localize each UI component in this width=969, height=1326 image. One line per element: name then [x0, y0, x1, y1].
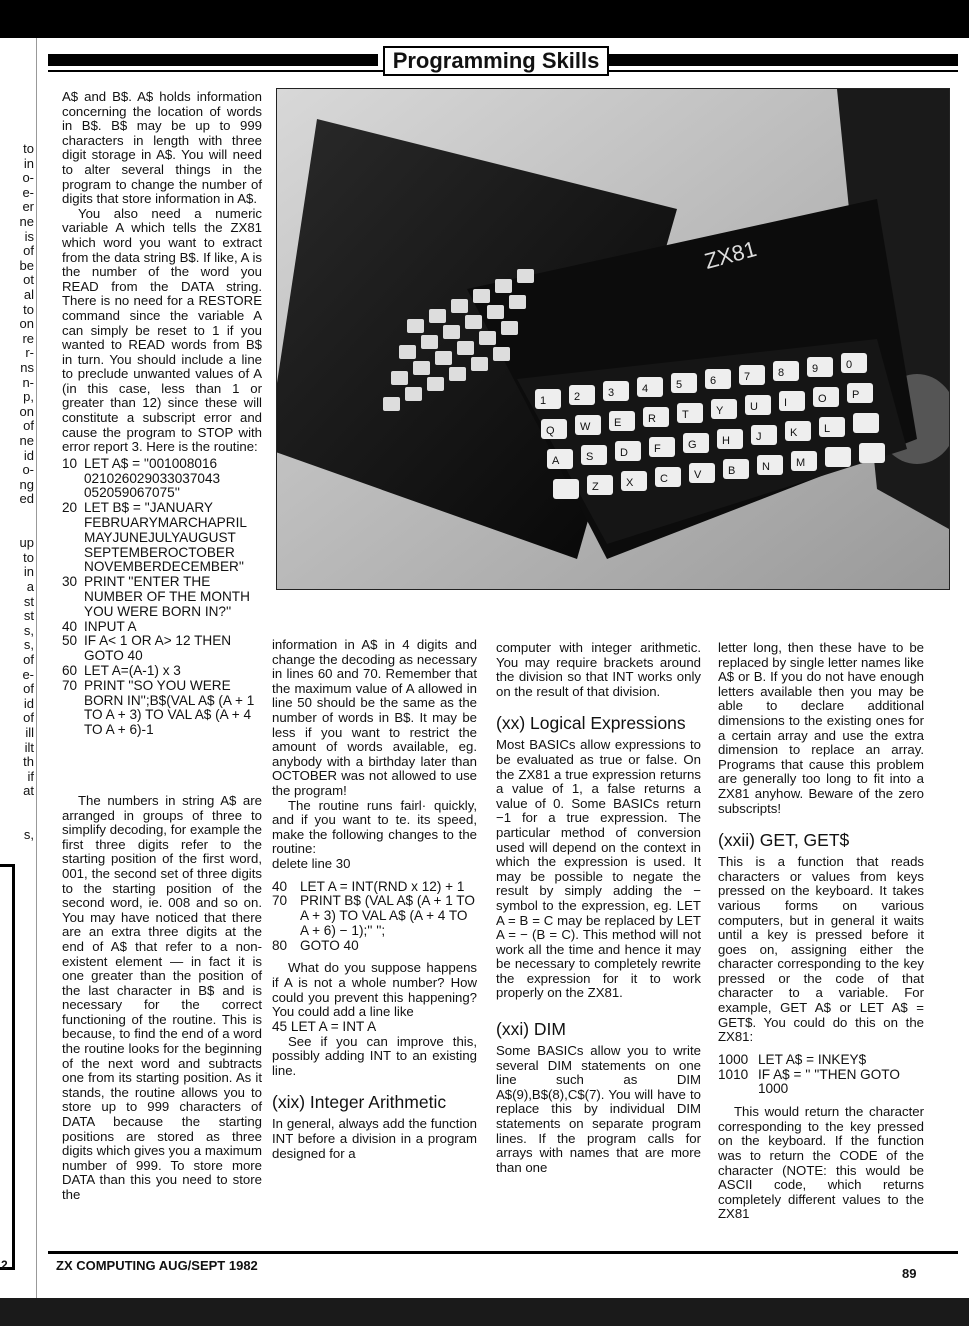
line-number: 40	[62, 618, 78, 634]
key-label: K	[790, 427, 798, 439]
key	[465, 315, 482, 329]
key	[443, 325, 460, 339]
text-fragment: a	[26, 579, 34, 594]
text-fragment: in	[23, 155, 34, 171]
key	[471, 357, 488, 371]
code-line	[718, 1053, 924, 1068]
key	[711, 399, 737, 419]
key-label: 0	[846, 359, 853, 371]
code-line: 45 LET A = INT A	[272, 1018, 377, 1034]
key-label: I	[784, 397, 788, 409]
key	[421, 335, 438, 349]
key	[745, 395, 771, 415]
text-fragment: er	[22, 199, 34, 215]
code-line	[62, 457, 262, 501]
zx81-computers-illustration	[277, 89, 949, 589]
key	[819, 417, 845, 437]
key-label: X	[626, 477, 634, 489]
key	[751, 425, 777, 445]
text-fragment: ne	[19, 433, 34, 448]
key-label: 5	[676, 379, 683, 391]
text-fragment: of	[23, 710, 34, 726]
paragraph: information in A$ in 4 digits and change the decoding as necessary in lines 60 and 70. Remember that the maximum value of A allowed in line 50 should be the same as the number of words in B$. It may be less if you want to restrict the amount of words available, eg. anybody with a birthday later than OCTOBER was not allowed to use the program!	[272, 637, 477, 798]
text-fragment: r-	[25, 345, 34, 361]
key	[853, 413, 879, 433]
key-label: Z	[592, 481, 599, 493]
key	[493, 347, 510, 361]
key	[621, 471, 647, 491]
key-label: D	[620, 447, 628, 459]
key-label: H	[722, 435, 730, 447]
footer-rule	[48, 1251, 958, 1254]
section-heading: (xx) Logical Expressions	[496, 713, 686, 734]
key	[553, 479, 579, 499]
key	[847, 383, 873, 403]
paragraph: The routine runs fairl· quickly, and if you want to te. its speed, make the following changes to the routine:	[272, 797, 477, 857]
key	[449, 367, 466, 381]
key-label: Q	[546, 425, 555, 437]
line-number: 60	[62, 663, 78, 678]
section-header	[48, 46, 958, 76]
code-line	[272, 894, 477, 938]
paragraph: This would return the character corresponding to the key pressed on the keyboard. If the function was to return the CODE of the character (NOTE: this would be ASCII code, which returns completely different values to the ZX81	[718, 1104, 924, 1222]
column-4	[718, 641, 924, 1222]
key-label: C	[660, 473, 668, 485]
text-fragment: up	[19, 535, 34, 551]
text-fragment: to	[23, 141, 34, 156]
text-fragment: on	[19, 316, 34, 332]
key	[405, 387, 422, 401]
text-fragment: of	[23, 652, 34, 667]
text-fragment: e-	[22, 666, 34, 682]
key	[779, 391, 805, 411]
line-text: GOTO 40	[300, 937, 359, 953]
key-label: V	[694, 469, 702, 481]
sidebar-box	[0, 864, 15, 1270]
magazine-footer: ZX COMPUTING AUG/SEPT 1982	[56, 1258, 258, 1273]
code-line	[62, 679, 262, 738]
section-heading: (xxi) DIM	[496, 1019, 566, 1040]
key	[547, 449, 573, 469]
text-fragment: id	[23, 695, 34, 711]
text-fragment: in	[23, 564, 34, 580]
zx81-label: ZX81	[701, 236, 760, 274]
key	[739, 365, 765, 385]
key	[509, 295, 526, 309]
text-fragment: ns	[20, 360, 34, 375]
key	[757, 455, 783, 475]
key	[603, 381, 629, 401]
key-label: S	[586, 451, 594, 463]
text-fragment: ng	[19, 476, 34, 492]
key	[451, 299, 468, 313]
text-fragment: p,	[23, 389, 34, 405]
text-fragment: of	[23, 418, 34, 434]
text-fragment: to	[23, 301, 34, 317]
line-text: LET B$ = ''JANUARY FEBRUARYMARCHAPRIL MAYJUNEJULYAUGUST SEPTEMBEROCTOBER NOVEMBERDECEMBER''	[84, 500, 247, 575]
key-label: O	[818, 393, 827, 405]
key	[535, 389, 561, 409]
text-fragment: s,	[23, 622, 34, 638]
section-heading: (xix) Integer Arithmetic	[272, 1092, 447, 1113]
key	[413, 361, 430, 375]
code-line	[62, 501, 262, 575]
code-line	[62, 664, 262, 679]
text-fragment: of	[23, 243, 34, 259]
paragraph: What do you suppose happens if A is not a whole number? How could you prevent this happening? You could add a line like	[272, 960, 477, 1020]
line-text: PRINT ''ENTER THE NUMBER OF THE MONTH YOU WERE BORN IN?''	[84, 574, 250, 619]
key	[517, 269, 534, 283]
top-border	[0, 0, 969, 38]
key-label: B	[728, 465, 736, 477]
code-listing	[272, 880, 477, 954]
key	[655, 467, 681, 487]
text-fragment: at	[23, 783, 34, 799]
text-fragment: is	[24, 228, 34, 244]
code-listing	[718, 1053, 924, 1097]
line-text: LET A$ = INKEY$	[758, 1051, 867, 1067]
text-fragment: al	[23, 287, 34, 302]
key	[615, 441, 641, 461]
line-number: 40	[272, 878, 288, 894]
line-text: PRINT ''SO YOU WERE BORN IN'';B$(VAL A$ (A + 1 TO A + 3) TO VAL A$ (A + 4 TO A + 6)-1	[84, 677, 255, 738]
paragraph: In general, always add the function INT before a division in a program designed for a	[272, 1116, 477, 1161]
key	[841, 353, 867, 373]
text-fragment: e-	[22, 184, 34, 200]
key	[649, 437, 675, 457]
key	[859, 443, 885, 463]
paragraph: This is a function that reads characters or values from keys pressed on the keyboard. It takes various forms on various computers, but in general it waits until a key is pressed before it goes on, assigning either the character corresponding to the key pressed or the code of that character to a variable. For example, GET A$ or LET A$ = GET$. You could do this on the ZX81:	[718, 854, 924, 1045]
key-label: U	[750, 401, 758, 413]
key-label: Y	[716, 405, 724, 417]
line-text: IF A$ = '' ''THEN GOTO 1000	[758, 1066, 900, 1097]
key-label: F	[654, 443, 661, 455]
key-label: 6	[710, 375, 717, 387]
line-text: LET A$ = ''001008016 021026029033037043 052059067075''	[84, 455, 221, 501]
line-number: 20	[62, 500, 78, 516]
section-heading: (xxii) GET, GET$	[718, 830, 850, 851]
key	[717, 429, 743, 449]
key	[407, 319, 424, 333]
key-label: 4	[642, 383, 649, 395]
code-line	[62, 620, 262, 635]
text-fragment: on	[19, 403, 34, 419]
text-fragment: ed	[19, 491, 34, 507]
text-fragment: be	[19, 257, 34, 273]
key-label: L	[824, 423, 831, 435]
header-rule-left	[48, 54, 378, 66]
text-fragment: id	[23, 447, 34, 463]
key-label: 9	[812, 363, 819, 375]
key-label: 7	[744, 371, 751, 383]
key	[773, 361, 799, 381]
text-fragment: s,	[23, 637, 34, 653]
key-label: P	[852, 389, 860, 401]
text-fragment: th	[23, 754, 34, 770]
key-label: E	[614, 417, 622, 429]
line-text: IF A< 1 OR A> 12 THEN GOTO 40	[84, 633, 232, 664]
bottom-border	[0, 1298, 969, 1326]
line-number: 70	[62, 677, 78, 693]
line-text: PRINT B$ (VAL A$ (A + 1 TO A + 3) TO VAL A$ (A + 4 TO A + 6) − 1);'' '';	[300, 893, 475, 938]
key-label: G	[688, 439, 697, 451]
paragraph: Some BASICs allow you to write several DIM statements on one line such as DIM A$(9),B$(8),C$(7). You will have to replace this by individual DIM statements on separate program lines. If the program calls for arrays with names that are more than one	[496, 1043, 701, 1175]
page-number: 89	[902, 1266, 917, 1281]
line-number: 80	[272, 937, 288, 953]
column-3	[496, 641, 701, 1175]
key	[609, 411, 635, 431]
key	[637, 377, 663, 397]
key	[643, 407, 669, 427]
key	[427, 377, 444, 391]
code-line	[718, 1068, 924, 1098]
code-line	[272, 939, 477, 954]
text-fragment: o-	[22, 170, 34, 186]
page-title: Programming Skills	[383, 46, 609, 76]
text-fragment: st	[23, 608, 34, 624]
key	[429, 309, 446, 323]
key-label: A	[552, 455, 560, 467]
key-label: 1	[540, 395, 547, 407]
key-label: W	[580, 421, 591, 433]
key	[825, 447, 851, 467]
text-fragment: st	[23, 593, 34, 609]
key-label: 3	[608, 387, 615, 399]
key	[723, 459, 749, 479]
key	[495, 279, 512, 293]
column-2	[272, 638, 477, 1161]
key-label: J	[756, 431, 762, 443]
key	[479, 331, 496, 345]
text-fragment: n-	[22, 374, 34, 390]
key	[487, 305, 504, 319]
previous-page-edge	[0, 38, 37, 1298]
key-label: M	[796, 457, 806, 469]
column-1	[62, 90, 262, 1203]
text-fragment: if	[27, 768, 34, 784]
paragraph: letter long, then these have to be replaced by single letter names like A$ or B. If you do not have enough letters available then you may be able to declare additional dimensions to the existing ones for a certain array and use the extra dimension to replace an array. Programs that cause this problem are generally too long to fit into a ZX81 anyhow. Beware of the zero subscripts!	[718, 640, 924, 816]
line-number: 10	[62, 455, 78, 471]
line-number: 1010	[718, 1066, 749, 1082]
key-label: T	[682, 409, 689, 421]
code-line	[62, 575, 262, 619]
key	[689, 463, 715, 483]
key	[457, 341, 474, 355]
text-fragment: ne	[19, 214, 34, 229]
text-fragment: of	[23, 681, 34, 697]
line-number: 1000	[718, 1051, 749, 1067]
key	[581, 445, 607, 465]
line-number: 70	[272, 893, 288, 909]
line-text: LET A=(A-1) x 3	[84, 663, 181, 678]
paragraph: A$ and B$. A$ holds information concerning the location of words in B$. B$ may be up to 999 characters in length with three digit storage in A$. You will need to alter several things in the program to change the number of digits that store information in A$.	[62, 89, 262, 207]
paragraph: delete line 30	[272, 855, 351, 871]
paragraph: Most BASICs allow expressions to be evaluated as true or false. On the ZX81 a true expression returns a value of 1, a false returns a value of 0. Some BASICs return −1 for a true expression. The particular method of conversion used will depend on the context in which the expression is used. It may be possible to negate the result by simply adding the − symbol to the expression, eg. LET A = B = C may be replaced by LET A = − (B = C). This method will not work all the time and hence it may be necessary to completely rewrite the expression for it to work properly on the ZX81.	[496, 737, 701, 1001]
key-label: N	[762, 461, 770, 473]
previous-page-number: 2	[1, 1258, 8, 1272]
text-fragment: to	[23, 549, 34, 565]
line-text: INPUT A	[84, 618, 137, 634]
code-line	[272, 880, 477, 895]
paragraph: computer with integer arithmetic. You may require brackets around the division so that INT works only on the result of that division.	[496, 640, 701, 699]
key	[587, 475, 613, 495]
code-line	[62, 634, 262, 664]
key	[501, 321, 518, 335]
key-label: 2	[574, 391, 581, 403]
line-number: 30	[62, 574, 78, 590]
key-label: R	[648, 413, 656, 425]
text-fragment: re	[22, 330, 34, 346]
key	[807, 357, 833, 377]
text-fragment: ot	[23, 272, 34, 288]
paragraph: The numbers in string A$ are arranged in groups of three to simplify decoding, for example the first three digits refer to the starting position of the first word, 001, the second set of three digits to the starting position of the second word, ie. 008 and so on. You may have noticed that there are an extra three digits at the end of A$ that refer to a non-existent element — in fact it is one greater than the position of the last character in B$ and is necessary for the correct functioning of the routine. This is because, to find the end of a word the routine looks for the beginning of the next word and subtracts one from its starting position. As it stands, the routine allows you to store up to 999 characters of DATA because the starting positions are stored as three digits which gives you a maximum number of 999. To store more DATA than this you need to store the	[62, 792, 262, 1203]
header-rule-right	[608, 54, 958, 66]
line-number: 50	[62, 633, 78, 649]
paragraph: See if you can improve this, possibly adding INT to an existing line.	[272, 1033, 477, 1078]
key-label: 8	[778, 367, 785, 379]
text-fragment: ill	[25, 725, 34, 740]
zx81-photo	[276, 88, 950, 590]
key	[435, 351, 452, 365]
key	[677, 403, 703, 423]
key	[473, 289, 490, 303]
text-fragment: s,	[23, 827, 34, 843]
key	[399, 345, 416, 359]
key	[671, 373, 697, 393]
key	[705, 369, 731, 389]
paragraph: You also need a numeric variable A which tells the ZX81 which word you want to extract from the data string B$. If like, A is the number of the word you READ from the DATA string. There is no need for a RESTORE command since the variable A can simply be reset to 1 if you wanted to READ words from B$ in turn. You should include a line to preclude unwanted values of A (in this case, less than 1 or greater than 12) since these will constitute a subscript error and cause the program to STOP with error report 3. Here is the routine:	[62, 205, 262, 455]
line-text: LET A = INT(RND x 12) + 1	[300, 878, 465, 894]
key	[785, 421, 811, 441]
text-fragment: o-	[22, 462, 34, 478]
code-listing	[62, 457, 262, 738]
key	[383, 397, 400, 411]
text-fragment: ilt	[24, 739, 34, 755]
key	[569, 385, 595, 405]
key	[391, 371, 408, 385]
